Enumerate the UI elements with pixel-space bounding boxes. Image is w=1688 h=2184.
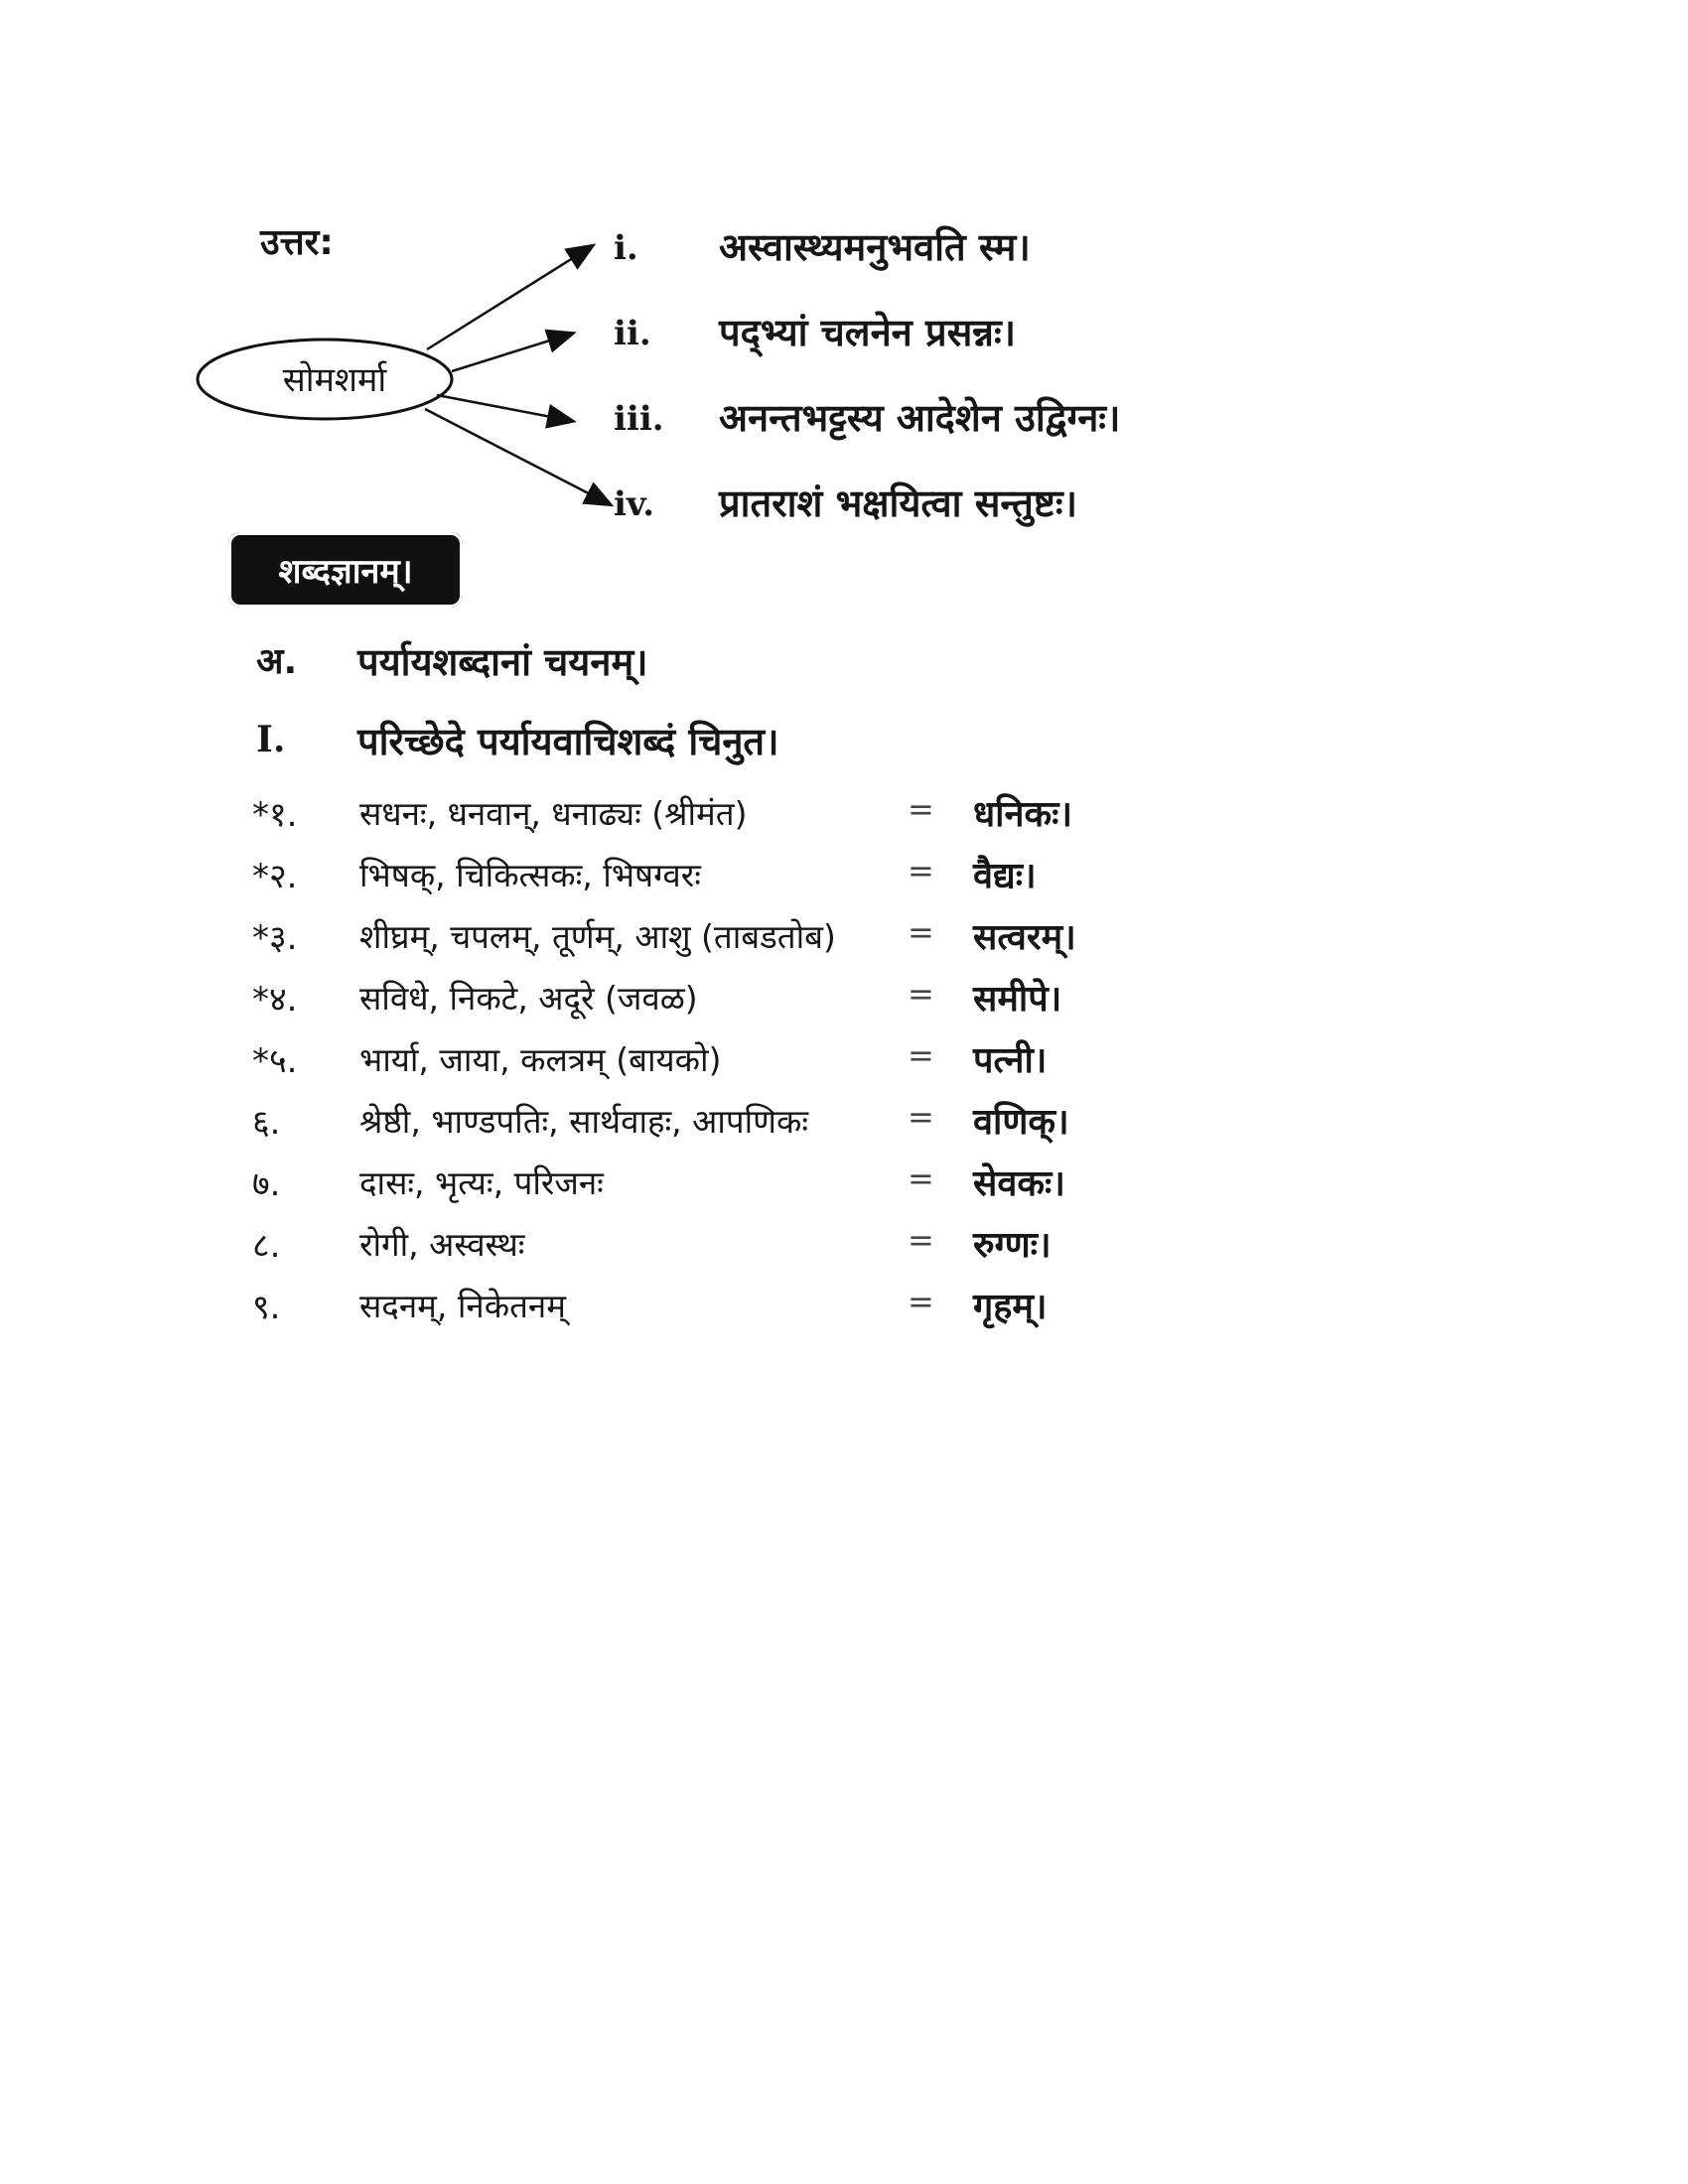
answer-number-2: ii. bbox=[614, 314, 651, 353]
item-answer: वणिक्। bbox=[973, 1102, 1069, 1143]
synonym-list bbox=[252, 784, 1444, 1338]
item-synonyms: रोगी, अस्वस्थः bbox=[359, 1225, 525, 1264]
item-answer: समीपे। bbox=[973, 979, 1062, 1020]
answer-number-4: iv. bbox=[614, 484, 655, 524]
answer-number-1: i. bbox=[614, 228, 638, 268]
section-badge: शब्दज्ञानम्। bbox=[228, 532, 463, 608]
item-synonyms: सविधे, निकटे, अदूरे (जवळ) bbox=[359, 979, 698, 1018]
answer-number-3: iii. bbox=[614, 399, 664, 439]
item-answer: पत्नी। bbox=[973, 1040, 1048, 1081]
list-item bbox=[252, 784, 1444, 846]
item-synonyms: सदनम्, निकेतनम् bbox=[359, 1287, 566, 1325]
item-number: *५. bbox=[252, 1041, 298, 1081]
arrow-3 bbox=[437, 395, 572, 421]
item-synonyms: भार्या, जाया, कलत्रम् (बायको) bbox=[359, 1040, 722, 1079]
list-item bbox=[252, 1277, 1444, 1338]
list-item bbox=[252, 1030, 1444, 1092]
section-letter: अ. bbox=[256, 641, 298, 682]
equals-sign: = bbox=[908, 1036, 934, 1074]
arrow-4 bbox=[425, 409, 610, 504]
item-number: ८. bbox=[252, 1226, 281, 1266]
item-answer: रुग्णः। bbox=[973, 1225, 1052, 1266]
list-item bbox=[252, 907, 1444, 969]
center-label: सोमशर्मा bbox=[282, 360, 387, 400]
equals-sign: = bbox=[908, 1160, 934, 1197]
arrow-2 bbox=[452, 334, 572, 371]
item-synonyms: भिषक्, चिकित्सकः, भिषग्वरः bbox=[359, 856, 701, 894]
answer-text-3: अनन्तभट्टस्य आदेशेन उद्विग्नः। bbox=[719, 396, 1121, 440]
character-web-diagram bbox=[0, 0, 1688, 556]
section-title: पर्यायशब्दानां चयनम्। bbox=[357, 640, 648, 684]
item-synonyms: दासः, भृत्यः, परिजनः bbox=[359, 1163, 604, 1202]
item-number: ९. bbox=[252, 1288, 281, 1327]
equals-sign: = bbox=[908, 852, 934, 889]
equals-sign: = bbox=[908, 975, 934, 1013]
item-number: *४. bbox=[252, 980, 298, 1020]
equals-sign: = bbox=[908, 1098, 934, 1136]
list-item bbox=[252, 1092, 1444, 1154]
equals-sign: = bbox=[908, 1221, 934, 1259]
item-answer: गृहम्। bbox=[973, 1287, 1048, 1327]
answer-text-1: अस्वास्थ्यमनुभवति स्म। bbox=[719, 225, 1031, 269]
item-number: *२. bbox=[252, 857, 298, 896]
item-number: ६. bbox=[252, 1103, 281, 1143]
item-answer: धनिकः। bbox=[973, 794, 1073, 835]
equals-sign: = bbox=[908, 790, 934, 828]
item-answer: वैद्यः। bbox=[973, 856, 1037, 896]
answer-text-2: पद्भ्यां चलनेन प्रसन्नः। bbox=[719, 311, 1017, 354]
item-synonyms: श्रेष्ठी, भाण्डपतिः, सार्थवाहः, आपणिकः bbox=[359, 1102, 809, 1141]
list-item bbox=[252, 1215, 1444, 1277]
item-number: ७. bbox=[252, 1164, 281, 1204]
list-item bbox=[252, 1154, 1444, 1215]
list-item bbox=[252, 969, 1444, 1030]
item-number: *१. bbox=[252, 795, 298, 835]
item-answer: सत्वरम्। bbox=[973, 917, 1076, 958]
answer-label: उत्तर: bbox=[260, 222, 334, 263]
instruction-text: परिच्छेदे पर्यायवाचिशब्दं चिनुत। bbox=[357, 720, 779, 763]
equals-sign: = bbox=[908, 913, 934, 951]
item-synonyms: शीघ्रम्, चपलम्, तूर्णम्, आशु (ताबडतोब) bbox=[359, 917, 836, 956]
answer-text-4: प्रातराशं भक्षयित्वा सन्तुष्टः। bbox=[719, 481, 1078, 525]
instruction-number: I. bbox=[256, 719, 286, 760]
item-number: *३. bbox=[252, 918, 298, 958]
item-synonyms: सधनः, धनवान्, धनाढ्यः (श्रीमंत) bbox=[359, 794, 748, 833]
equals-sign: = bbox=[908, 1283, 934, 1320]
item-answer: सेवकः। bbox=[973, 1163, 1065, 1204]
list-item bbox=[252, 846, 1444, 907]
